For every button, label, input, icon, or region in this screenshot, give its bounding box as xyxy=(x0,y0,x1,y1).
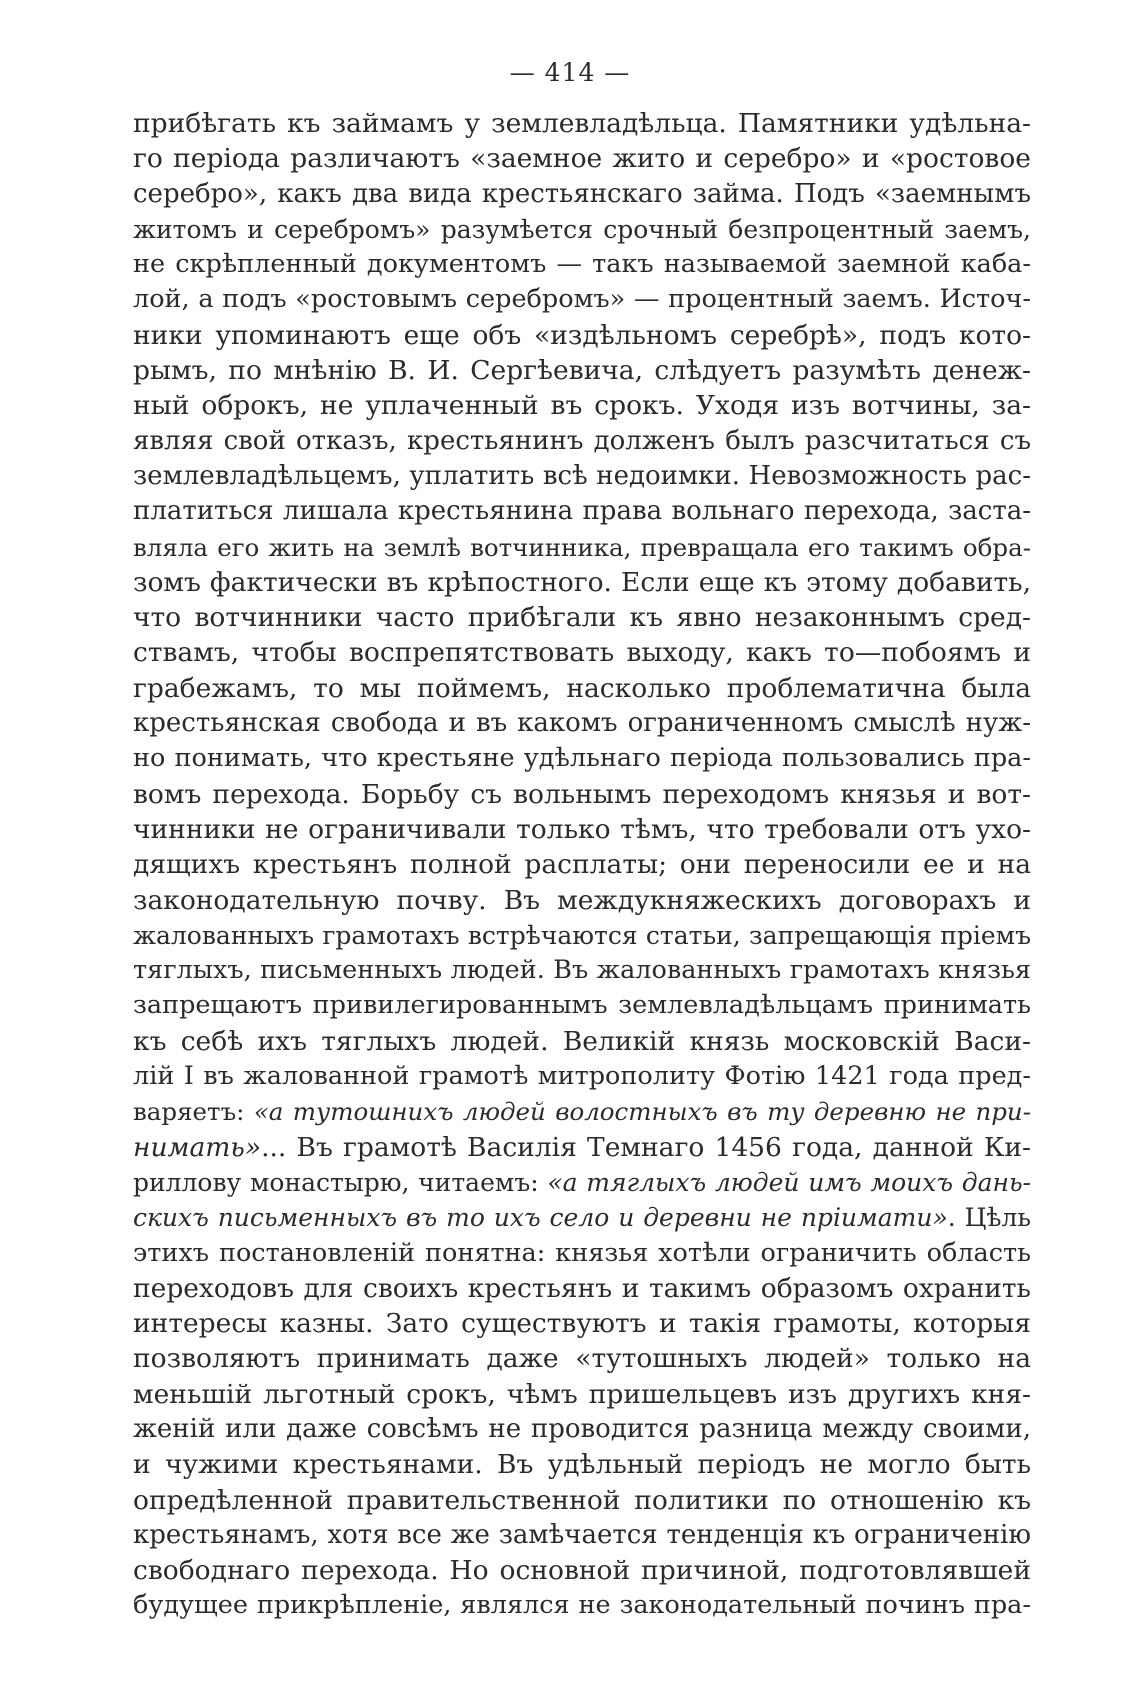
text-line: и чужими крестьянами. Въ удѣльный періодъ не могло быть xyxy=(133,1449,1031,1481)
text-line: рымъ, по мнѣнію В. И. Сергѣевича, слѣдуетъ разумѣть денеж- xyxy=(133,355,1031,387)
text-line: дящихъ крестьянъ полной расплаты; они переносили ее и на xyxy=(133,849,1031,881)
text-line: меньшій льготный срокъ, чѣмъ пришельцевъ изъ другихъ кня- xyxy=(133,1378,1031,1410)
text-line: зомъ фактически въ крѣпостного. Если еще къ этому добавить, xyxy=(133,566,1031,598)
text-line: прибѣгать къ займамъ у землевладѣльца. Памятники удѣльна- xyxy=(133,108,1031,139)
line-text: риллову монастырю, читаемъ: xyxy=(133,1167,548,1197)
page-number: — 414 — xyxy=(509,58,631,87)
quotation-text: «а тяглыхъ людей имъ моихъ дань- xyxy=(547,1167,1031,1197)
text-line: свободнаго перехода. Но основной причиной, подготовлявшей xyxy=(133,1555,1031,1587)
text-line: законодательную почву. Въ междукняжескихъ договорахъ и xyxy=(133,884,1031,916)
text-line-with-quote xyxy=(133,1200,1031,1235)
text-line: опредѣленной правительственной политики по отношенію къ xyxy=(133,1484,1031,1516)
text-line: переходовъ для своихъ крестьянъ и такимъ образомъ охранить xyxy=(133,1272,1031,1304)
text-line: лій I въ жалованной грамотѣ митрополиту Фотію 1421 года пред- xyxy=(133,1061,1031,1092)
text-line: тяглыхъ, письменныхъ людей. Въ жалованныхъ грамотахъ князья xyxy=(133,955,1031,986)
text-line-with-quote xyxy=(133,1165,1031,1200)
text-line: но понимать, что крестьяне удѣльнаго періода пользовались пра- xyxy=(133,743,1031,774)
text-line: не скрѣпленный документомъ — такъ называемой заемной каба- xyxy=(133,249,1031,280)
text-line: ный оброкъ, не уплаченный въ срокъ. Уходя изъ вотчины, за- xyxy=(133,390,1031,422)
text-line-with-quote xyxy=(133,1094,1031,1129)
text-line: позволяютъ принимать даже «тутошныхъ людей» только на xyxy=(133,1343,1031,1375)
quotation-text: «а тутошнихъ людей волостныхъ въ ту деревню не при- xyxy=(253,1097,1031,1127)
text-line: ники упоминаютъ еще объ «издѣльномъ серебрѣ», подъ кото- xyxy=(133,319,1031,351)
text-line: этихъ постановленій понятна: князья хотѣли ограничить область xyxy=(133,1237,1031,1268)
text-line: лой, а подъ «ростовымъ серебромъ» — процентный заемъ. Источ- xyxy=(133,284,1031,315)
line-text: . Цѣль xyxy=(947,1203,1032,1233)
text-line: являя свой отказъ, крестьянинъ долженъ былъ разсчитаться съ xyxy=(133,425,1031,456)
quotation-text: нимать» xyxy=(133,1131,262,1163)
text-line: жалованныхъ грамотахъ встрѣчаются статьи, запрещающія пріемъ xyxy=(133,920,1031,950)
text-line: землевладѣльцемъ, уплатить всѣ недоимки. Невозможность рас- xyxy=(133,460,1031,491)
text-line: грабежамъ, то мы поймемъ, насколько проблематична была xyxy=(133,672,1031,704)
text-line: вляла его жить на землѣ вотчинника, превращала его такимъ обра- xyxy=(133,532,1031,562)
text-line: къ себѣ ихъ тяглыхъ людей. Великій князь московскій Васи- xyxy=(133,1025,1031,1057)
text-line: платиться лишала крестьянина права вольнаго перехода, заста- xyxy=(133,496,1031,527)
text-line: крестьянская свобода и въ какомъ ограниченномъ смыслѣ нуж- xyxy=(133,708,1031,739)
quotation-text: скихъ письменныхъ въ то ихъ село и деревни не пріимати» xyxy=(133,1203,948,1233)
text-line: вомъ перехода. Борьбу съ вольнымъ переходомъ князья и вот- xyxy=(133,778,1031,810)
body-text xyxy=(133,106,1031,1624)
text-line: ствамъ, чтобы воспрепятствовать выходу, какъ то—побоямъ и xyxy=(133,637,1031,669)
text-line: чинники не ограничивали только тѣмъ, что требовали отъ ухо- xyxy=(133,813,1031,845)
text-line: женій или даже совсѣмъ не проводится разница между своими, xyxy=(133,1413,1031,1444)
text-line: житомъ и серебромъ» разумѣется срочный безпроцентный заемъ, xyxy=(133,214,1031,244)
line-text: ... Въ грамотѣ Василія Темнаго 1456 года, данной Ки- xyxy=(261,1131,1031,1163)
text-line: интересы казны. Зато существуютъ и такія грамоты, которыя xyxy=(133,1308,1031,1340)
line-text: варяетъ: xyxy=(133,1097,254,1127)
text-line: серебро», какъ два вида крестьянскаго займа. Подъ «заемнымъ xyxy=(133,178,1031,209)
text-line: что вотчинники часто прибѣгали къ явно незаконнымъ сред- xyxy=(133,602,1031,634)
text-line-with-quote xyxy=(133,1130,1031,1165)
text-line: крестьянамъ, хотя все же замѣчается тенденція къ ограниченію xyxy=(133,1519,1031,1550)
text-line: запрещаютъ привилегированнымъ землевладѣльцамъ принимать xyxy=(133,990,1031,1021)
text-line: го періода различаютъ «заемное жито и серебро» и «ростовое xyxy=(133,143,1031,175)
text-line: будущее прикрѣпленіе, являлся не законодательный починъ пра- xyxy=(133,1590,1031,1621)
